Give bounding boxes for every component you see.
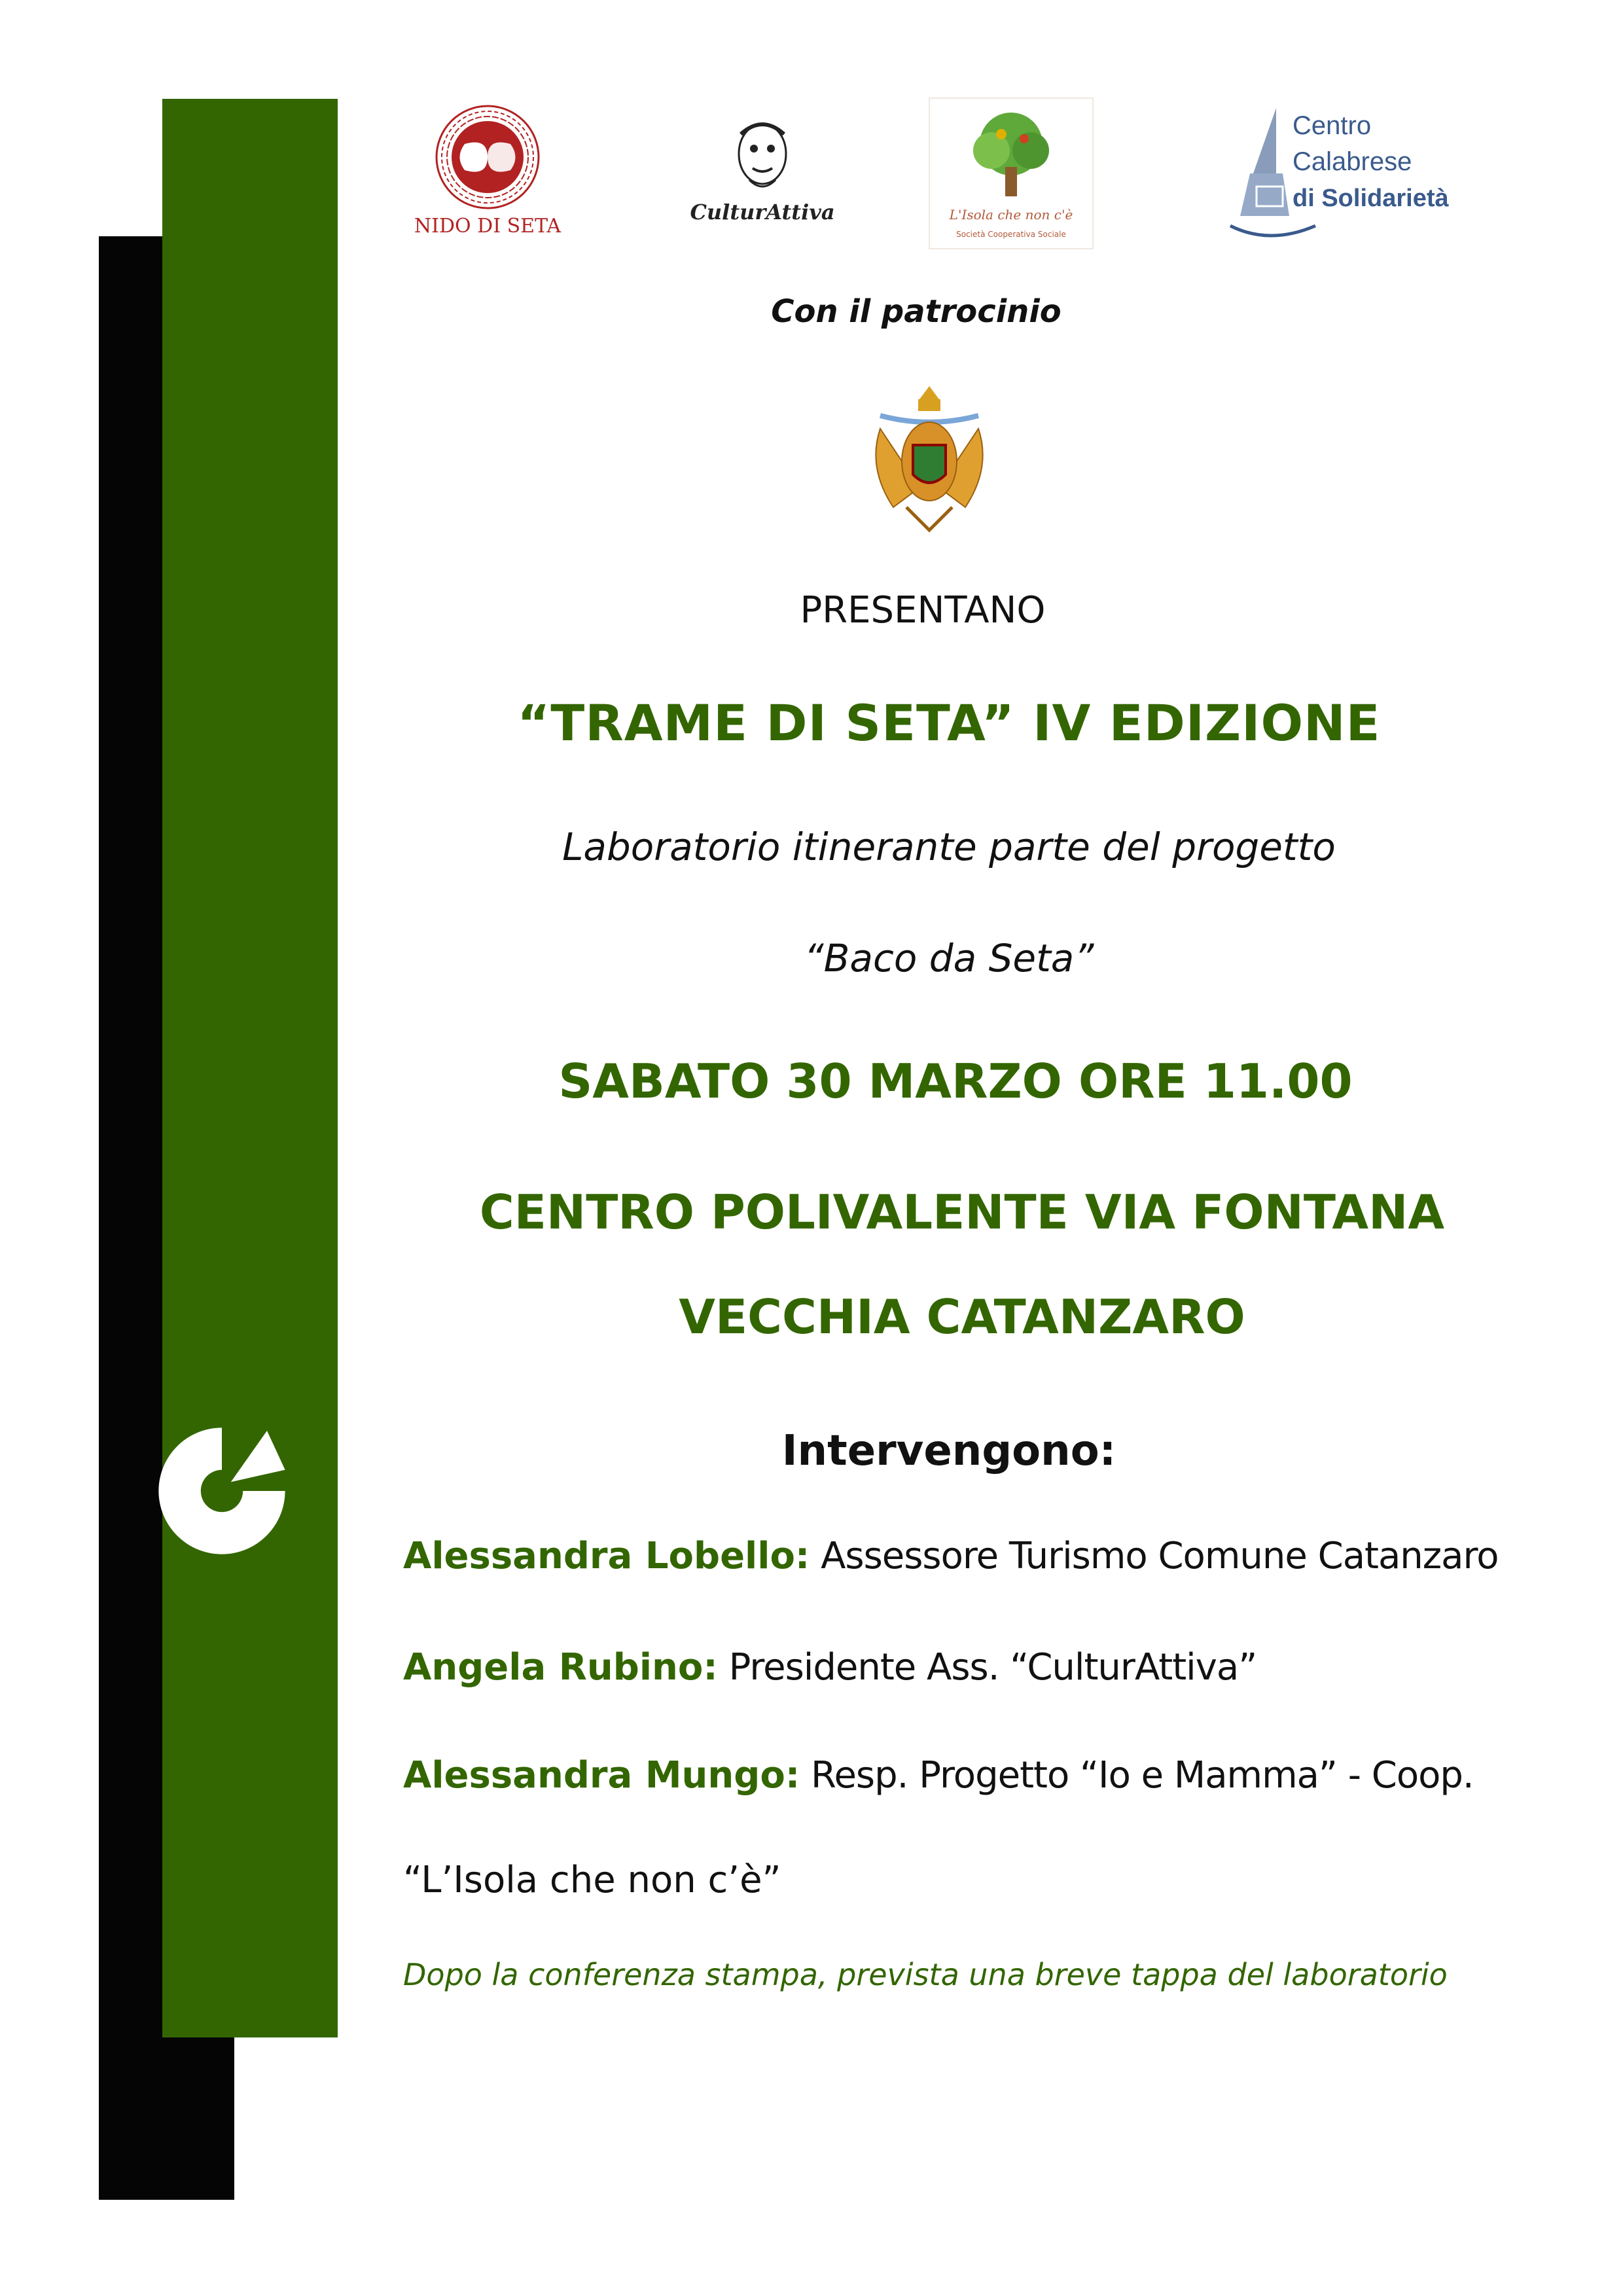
ship-icon [1204,95,1449,249]
speaker-name: Angela Rubino: [403,1646,718,1689]
patronage-label: Con il patrocinio [771,293,1061,330]
project-name: “Baco da Seta” [804,936,1094,980]
speaker-role: Resp. Progetto “Io e Mamma” - Coop. [800,1754,1474,1797]
speaker-item [403,1535,1499,1577]
centro-logo-line3: di Solidarietà [1293,185,1449,212]
cultur-attiva-logo [687,115,838,232]
speaker-role: Presidente Ass. “CulturAttiva” [717,1646,1257,1689]
presentano-label: PRESENTANO [800,589,1046,632]
speaker-role: Assessore Turismo Comune Catanzaro [810,1535,1499,1577]
nido-di-seta-logo-text: NIDO DI SETA [414,215,562,238]
speaker-name: Alessandra Lobello: [403,1535,810,1577]
isola-logo-subtext: Società Cooperativa Sociale [956,230,1066,239]
speaker-role-continuation: “L’Isola che non c’è” [403,1859,781,1901]
mask-face-icon [687,115,838,232]
venue-line-1: CENTRO POLIVALENTE VIA FONTANA [479,1185,1445,1240]
venue-line-2: VECCHIA CATANZARO [679,1289,1245,1344]
c-emblem-icon [147,1416,297,1566]
left-green-bar [162,99,338,2037]
centro-logo-line2: Calabrese [1293,147,1412,176]
event-subtitle: Laboratorio itinerante parte del progetto [562,825,1336,869]
nido-di-seta-logo [399,98,576,245]
centro-logo-line1: Centro [1293,111,1372,140]
isola-che-non-ce-logo [929,98,1093,249]
speaker-item [403,1754,1474,1797]
isola-logo-text: L'Isola che non c'è [949,207,1073,223]
speaker-name: Alessandra Mungo: [403,1754,800,1797]
cultur-attiva-logo-text: CulturAttiva [690,200,835,224]
speakers-heading: Intervengono: [781,1427,1116,1475]
catanzaro-crest-icon [867,383,991,537]
centro-calabrese-solidarieta-logo [1204,95,1449,249]
tree-icon [929,98,1093,249]
nido-di-seta-emblem-icon [399,98,576,245]
event-title: “TRAME DI SETA” IV EDIZIONE [517,694,1381,752]
footer-note: Dopo la conferenza stampa, prevista una breve tappa del laboratorio [403,1957,1448,1992]
speaker-item [403,1646,1257,1689]
event-date-time: SABATO 30 MARZO ORE 11.00 [558,1054,1353,1109]
